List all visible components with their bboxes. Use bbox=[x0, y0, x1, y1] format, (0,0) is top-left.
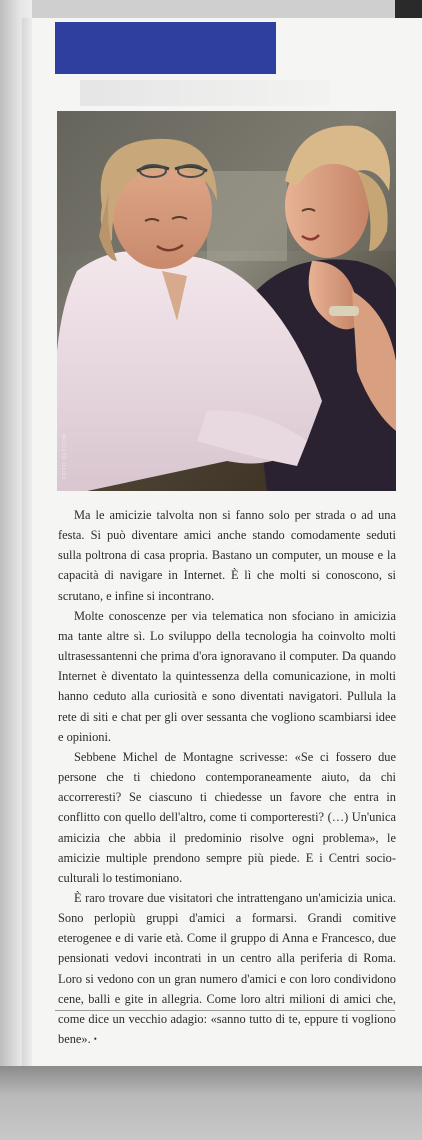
paragraph bbox=[58, 888, 396, 1049]
scan-edge bbox=[395, 0, 422, 20]
photo-illustration bbox=[57, 111, 396, 491]
paragraph: Molte conoscenze per via telematica non sfociano in amicizia ma tante altre sì. Lo sviluppo della tecnologia ha coinvolto molti ultrasessantenni che prima d'ora ignoravano il computer. Da quando Internet è diventato la quintessenza della comunicazione, in molti hanno ceduto alla curiosità e sono diventati navigatori. Pullula la rete di siti e chat per gli over sessanta che vogliono scambiarsi idee e opinioni. bbox=[58, 608, 396, 744]
article-photo bbox=[57, 111, 396, 491]
paragraph-text: È raro trovare due visitatori che intrattengano un'amicizia unica. Sono perlopiù gruppi d'amici a formarsi. Grandi comitive eterogenee e di varie età. Come il gruppo di Anna e Francesco, due pensionati vedovi incontrati in un centro alla periferia di Roma. Loro si vedono con un gran numero d'amici e con loro condividono cene, balli e gite in allegria. Come loro altri milioni di amici che, come dice un vecchio adagio: «sanno tutto di te, eppure ti vogliono bene». bbox=[58, 890, 396, 1047]
end-of-article-mark: • bbox=[93, 1034, 97, 1045]
header-color-band bbox=[55, 22, 276, 74]
article-body bbox=[58, 505, 396, 1049]
paragraph: Sebbene Michel de Montagne scrivesse: «Se ci fossero due persone che ti chiedono contemporaneamente aiuto, da chi accorreresti? Se ciascuno ti chiedesse un favore che entra in conflitto con quello dell'altro, come ti comporteresti? (…) Un'unica amicizia che abbia il predominio risolve ogni problema», le amicizie multiple prendono sempre più piede. E i Centri socio-culturali lo testimoniano. bbox=[58, 749, 396, 885]
show-through-text bbox=[80, 80, 330, 106]
photo-credit: FOTO OLYCOM bbox=[62, 433, 68, 479]
paragraph: Ma le amicizie talvolta non si fanno solo per strada o ad una festa. Si può diventare amici anche stando comodamente seduti sulla poltrona di casa propria. Bastano un computer, un mouse e la capacità di navigare in Internet. È lì che molti si conoscono, si scrutano, e infine si incontrano. bbox=[58, 508, 396, 603]
footer-rule bbox=[55, 1010, 395, 1011]
scanner-bed bbox=[0, 1066, 422, 1140]
